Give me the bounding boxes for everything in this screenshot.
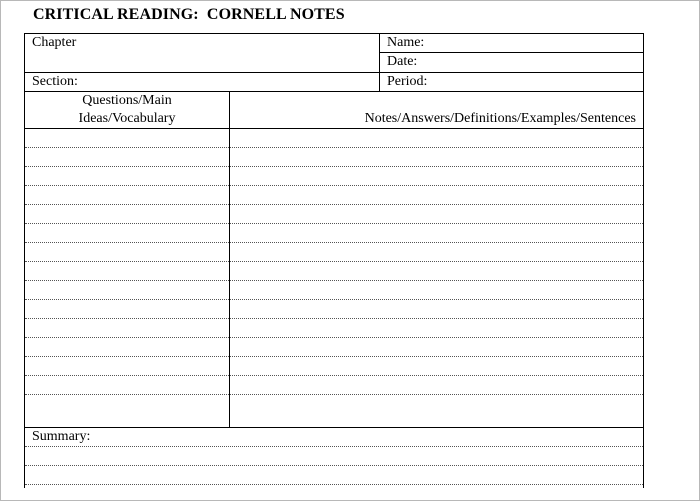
note-rule-line	[25, 394, 643, 395]
header-bottom-border	[24, 91, 644, 92]
note-rule-line	[25, 223, 643, 224]
page-title: CRITICAL READING: CORNELL NOTES	[33, 6, 345, 23]
note-rule-line	[25, 280, 643, 281]
summary-label: Summary:	[32, 429, 91, 444]
note-rule-line	[25, 185, 643, 186]
note-rule-line	[25, 147, 643, 148]
summary-rule-line	[25, 484, 643, 485]
table-right-border	[643, 33, 644, 488]
chapter-label: Chapter	[32, 35, 77, 50]
header-divider	[379, 33, 380, 91]
notes-header: Notes/Answers/Definitions/Examples/Sentences	[364, 111, 636, 126]
questions-header-line2: Ideas/Vocabulary	[78, 111, 176, 126]
name-date-divider	[379, 52, 644, 53]
note-rule-line	[25, 166, 643, 167]
chapter-section-divider	[24, 72, 644, 73]
column-divider	[229, 91, 230, 427]
table-top-border	[24, 33, 644, 34]
section-label: Section:	[32, 74, 78, 89]
note-rule-line	[25, 261, 643, 262]
questions-header-line1: Questions/Main	[82, 93, 172, 108]
note-rule-line	[25, 299, 643, 300]
summary-top-border	[24, 427, 644, 428]
period-label: Period:	[387, 74, 428, 89]
summary-rule-line	[25, 446, 643, 447]
summary-rule-line	[25, 465, 643, 466]
note-rule-line	[25, 318, 643, 319]
date-label: Date:	[387, 54, 418, 69]
note-rule-line	[25, 204, 643, 205]
note-rule-line	[25, 242, 643, 243]
note-rule-line	[25, 375, 643, 376]
column-header-bottom	[24, 128, 644, 129]
name-label: Name:	[387, 35, 425, 50]
note-rule-line	[25, 337, 643, 338]
note-rule-line	[25, 356, 643, 357]
